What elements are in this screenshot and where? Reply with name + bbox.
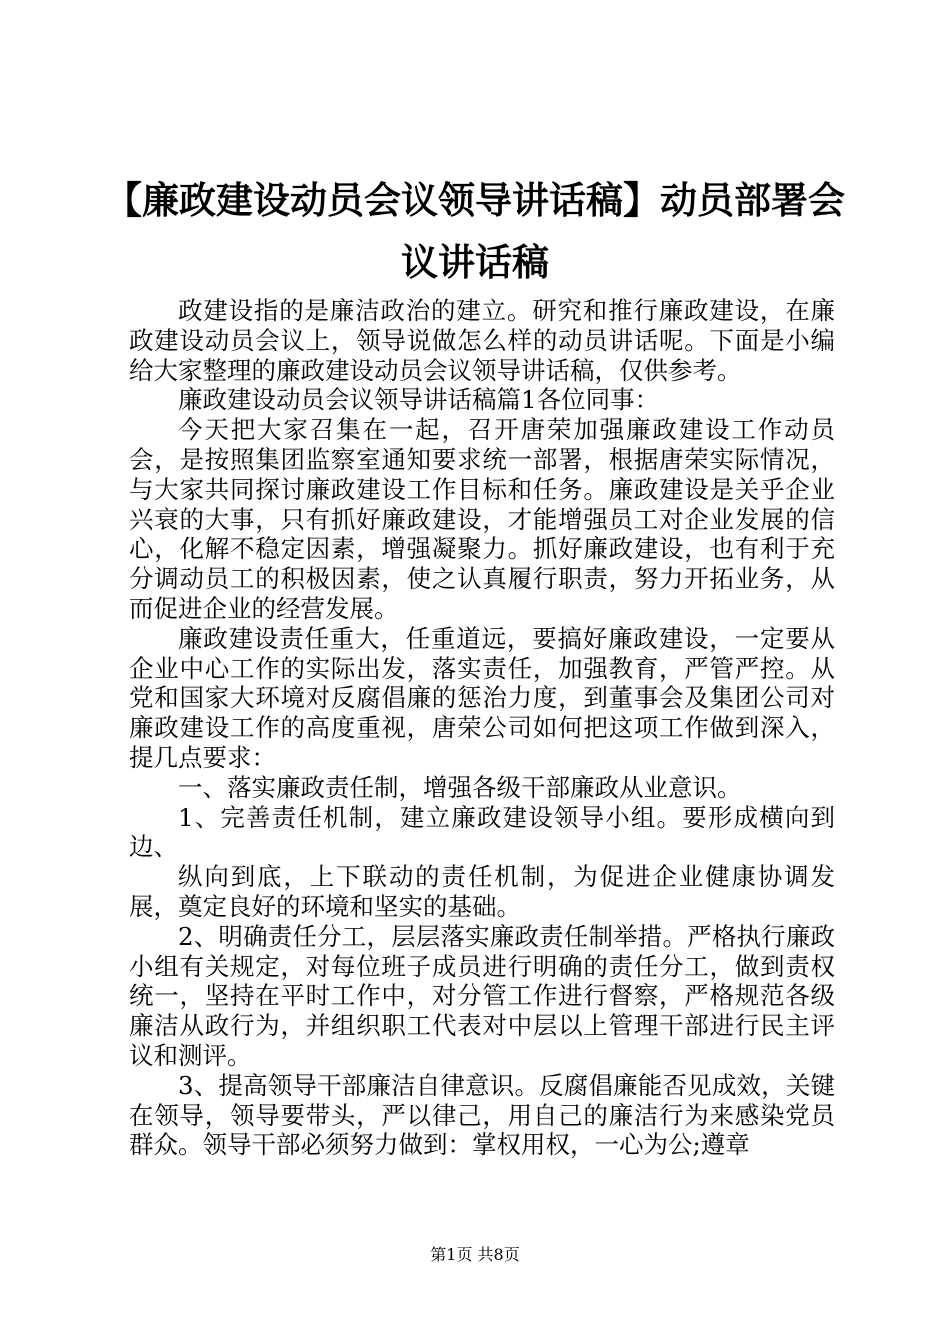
paragraph-intro: 政建设指的是廉洁政治的建立。研究和推行廉政建设，在廉政建设动员会议上，领导说做怎么样的动员讲话呢。下面是小编给大家整理的廉政建设动员会议领导讲话稿，仅供参考。	[129, 296, 835, 385]
paragraph-item-1: 1、完善责任机制，建立廉政建设领导小组。要形成横向到边、	[129, 802, 835, 862]
paragraph-item-2: 2、明确责任分工，层层落实廉政责任制举措。严格执行廉政小组有关规定，对每位班子成员进行明确的责任分工，做到责权统一，坚持在平时工作中，对分管工作进行督察，严格规范各级廉洁从政行为，并组织职工代表对中层以上管理干部进行民主评议和测评。	[129, 921, 835, 1070]
paragraph-opening: 今天把大家召集在一起，召开唐荣加强廉政建设工作动员会，是按照集团监察室通知要求统一部署，根据唐荣实际情况，与大家共同探讨廉政建设工作目标和任务。廉政建设是关乎企业兴衰的大事，只有抓好廉政建设，才能增强员工对企业发展的信心，化解不稳定因素，增强凝聚力。抓好廉政建设，也有利于充分调动员工的积极因素，使之认真履行职责，努力开拓业务，从而促进企业的经营发展。	[129, 415, 835, 623]
paragraph-section-one: 一、落实廉政责任制，增强各级干部廉政从业意识。	[178, 772, 742, 802]
page-footer: 第1页 共8页	[430, 1245, 520, 1264]
paragraph-item-1-continued: 纵向到底，上下联动的责任机制，为促进企业健康协调发展，奠定良好的环境和坚实的基础。	[129, 862, 835, 921]
paragraph-salutation: 廉政建设动员会议领导讲话稿篇1各位同事：	[178, 385, 660, 415]
paragraph-requirements: 廉政建设责任重大，任重道远，要搞好廉政建设，一定要从企业中心工作的实际出发，落实责任，加强教育，严管严控。从党和国家大环境对反腐倡廉的惩治力度，到董事会及集团公司对廉政建设工作的高度重视，唐荣公司如何把这项工作做到深入，提几点要求：	[129, 623, 835, 772]
document-body	[129, 296, 835, 1160]
document-title: 【廉政建设动员会议领导讲话稿】动员部署会议讲话稿	[105, 179, 845, 284]
paragraph-item-3: 3、提高领导干部廉洁自律意识。反腐倡廉能否见成效，关键在领导，领导要带头，严以律己，用自己的廉洁行为来感染党员群众。领导干部必须努力做到：掌权用权，一心为公;遵章	[129, 1070, 835, 1160]
